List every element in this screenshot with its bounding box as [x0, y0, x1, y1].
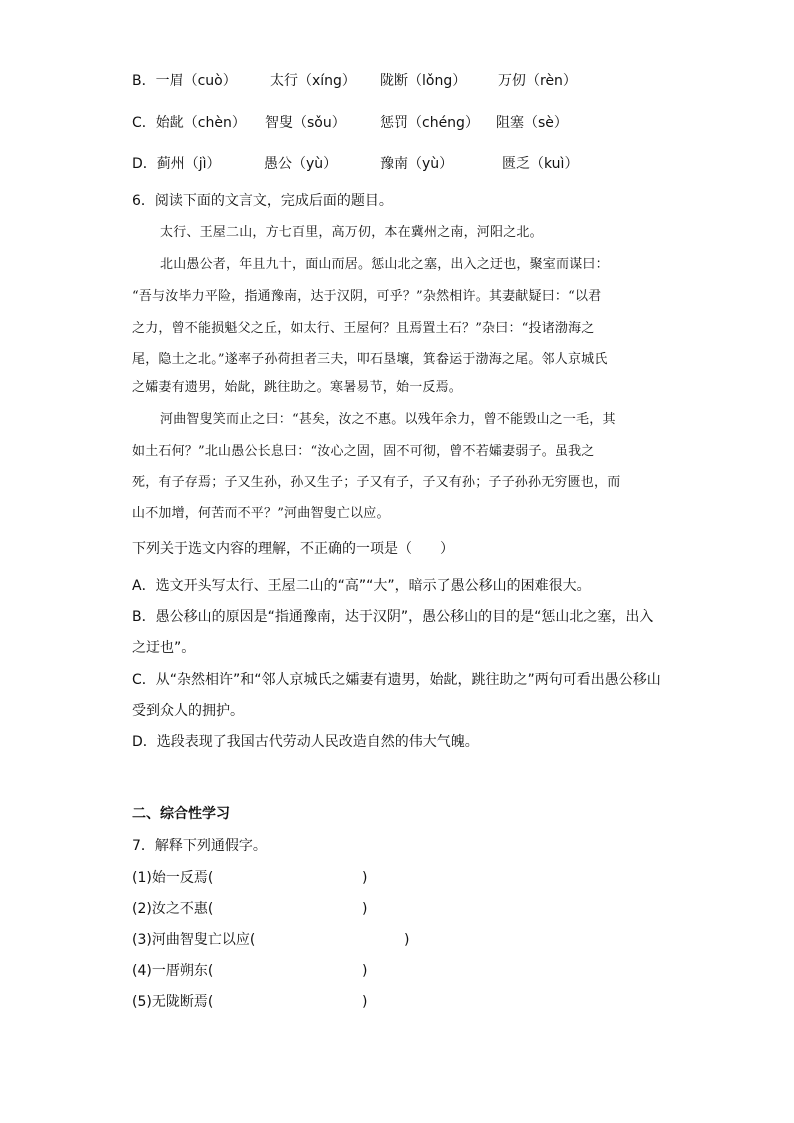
- fill-item: [132, 900, 372, 918]
- option-b-4: 万仞（rèn）: [498, 73, 577, 89]
- passage-line: “吾与汝毕力平险，指通豫南，达于汉阴，可乎？”杂然相许。其妻献疑曰：“以君: [132, 289, 602, 304]
- fill-item-text: (1)始一反焉(: [132, 870, 214, 886]
- passage-line: 尾，隐土之北。”遂率子孙荷担者三夫，叩石垦壤，箕畚运于渤海之尾。邻人京城氏: [132, 352, 608, 367]
- passage-line: 之孀妻有遗男，始龀，跳往助之。寒暑易节，始一反焉。: [132, 380, 463, 395]
- fill-item: [132, 962, 372, 980]
- question-6-title: 6．阅读下面的文言文，完成后面的题目。: [132, 193, 393, 209]
- choice-c-cont: 受到众人的拥护。: [132, 703, 244, 719]
- choice-b: B．愚公移山的原因是“指通豫南，达于汉阴”，愚公移山的目的是“惩山北之塞，出入: [132, 609, 654, 625]
- passage-line: 河曲智叟笑而止之曰：“甚矣，汝之不惠。以残年余力，曾不能毁山之一毛，其: [160, 412, 616, 427]
- option-b-1: B．一眉（cuò）: [132, 73, 237, 89]
- option-d-4: 匮乏（kuì）: [502, 156, 579, 172]
- option-b-3: 陇断（lǒng）: [380, 73, 467, 89]
- question-6-stem: 下列关于选文内容的理解，不正确的一项是（ ）: [132, 541, 454, 557]
- fill-item: [132, 869, 372, 887]
- choice-d: D．选段表现了我国古代劳动人民改造自然的伟大气魄。: [132, 734, 479, 750]
- passage-line: 死，有子存焉；子又生孙，孙又生子；子又有子，子又有孙；子子孙孙无穷匮也，而: [132, 475, 621, 490]
- option-d-3: 豫南（yù）: [380, 156, 454, 172]
- fill-item-close: ): [362, 870, 368, 886]
- choice-b-cont: 之迂也”。: [132, 640, 196, 656]
- fill-item: [132, 931, 422, 949]
- option-d-1: D．蓟州（jì）: [132, 156, 221, 172]
- option-c-1: C．始龀（chèn）: [132, 115, 246, 131]
- fill-item-text: (3)河曲智叟亡以应(: [132, 932, 256, 948]
- fill-item-close: ): [362, 994, 368, 1010]
- fill-item-close: ): [404, 932, 410, 948]
- passage-line: 如土石何？”北山愚公长息曰：“汝心之固，固不可彻，曾不若孀妻弱子。虽我之: [132, 444, 595, 459]
- fill-item-text: (5)无陇断焉(: [132, 994, 214, 1010]
- fill-item-close: ): [362, 901, 368, 917]
- fill-item-text: (2)汝之不惠(: [132, 901, 214, 917]
- option-b-2: 太行（xíng）: [270, 73, 356, 89]
- option-d-2: 愚公（yù）: [264, 156, 338, 172]
- passage-line: 山不加增，何苦而不平？”河曲智叟亡以应。: [132, 506, 390, 521]
- passage-line: 之力，曾不能损魁父之丘，如太行、王屋何？且焉置土石？”杂曰：“投诸渤海之: [132, 321, 595, 336]
- fill-item-close: ): [362, 963, 368, 979]
- choice-c: C．从“杂然相许”和“邻人京城氏之孀妻有遗男，始龀，跳往助之”两句可看出愚公移山: [132, 672, 661, 688]
- passage-line: 北山愚公者，年且九十，面山而居。惩山北之塞，出入之迂也，聚室而谋曰：: [160, 257, 609, 272]
- question-7-title: 7．解释下列通假字。: [132, 838, 267, 854]
- section-2-heading: 二、综合性学习: [132, 806, 230, 822]
- option-c-2: 智叟（sǒu）: [265, 115, 346, 131]
- option-c-3: 惩罚（chéng）: [380, 115, 479, 131]
- fill-item: [132, 993, 372, 1011]
- passage-line: 太行、王屋二山，方七百里，高万仞，本在冀州之南，河阳之北。: [160, 225, 543, 240]
- choice-a: A．选文开头写太行、王屋二山的“高”“大”，暗示了愚公移山的困难很大。: [132, 578, 591, 594]
- fill-item-text: (4)一厝朔东(: [132, 963, 214, 979]
- option-c-4: 阻塞（sè）: [496, 115, 568, 131]
